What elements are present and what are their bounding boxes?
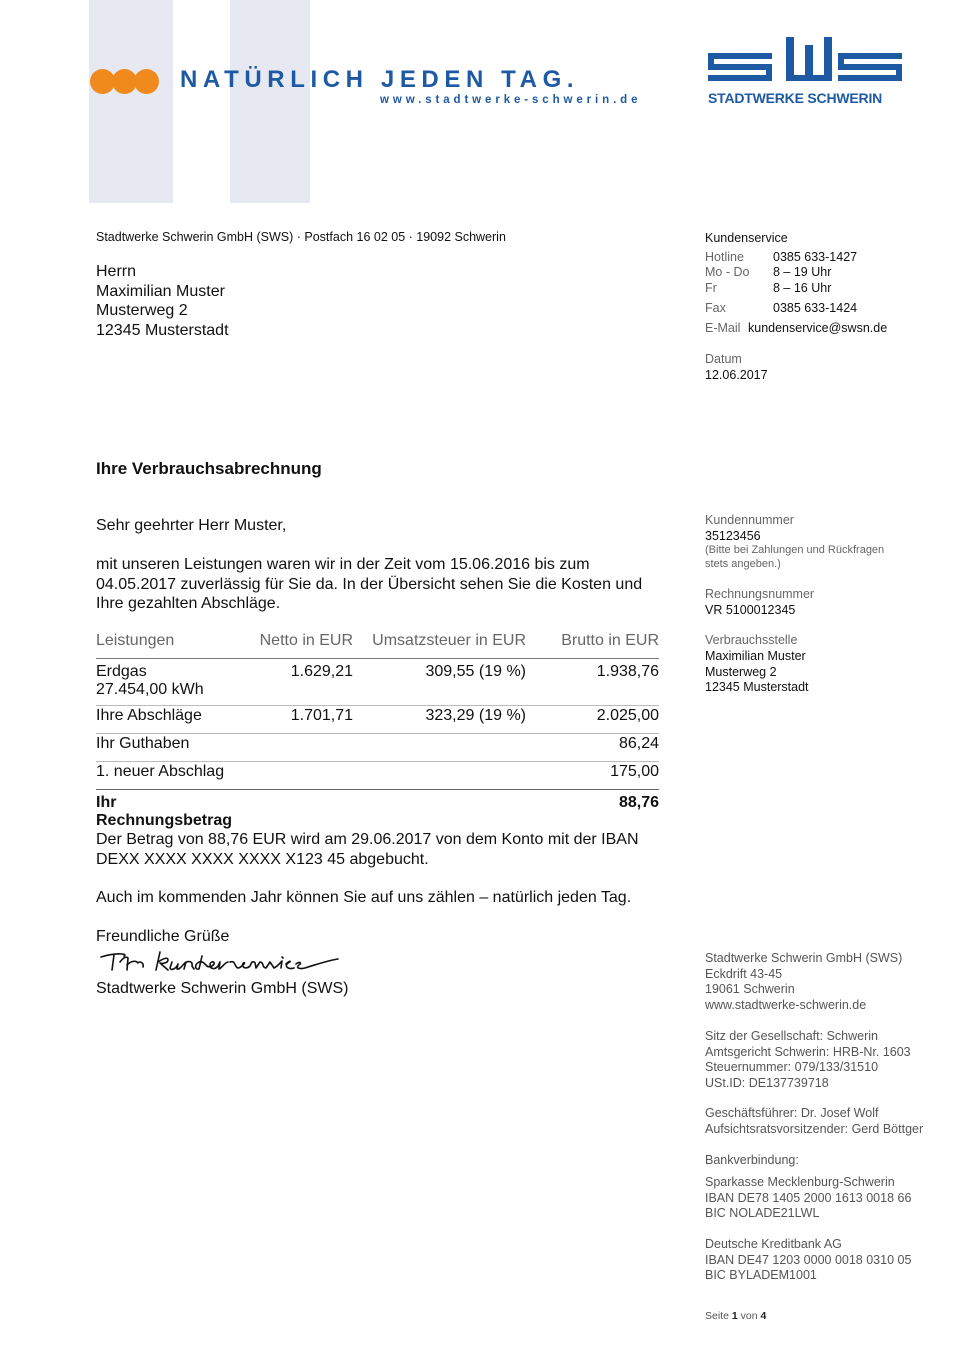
service-hotline: Hotline 0385 633-1427 [705,250,858,264]
table-row: Ihre Abschläge 1.701,71 323,29 (19 %) 2.025,00 [96,706,659,734]
service-mo-do: Mo - Do 8 – 19 Uhr [705,265,832,279]
header-band-left [89,0,173,203]
recipient-address [96,262,229,340]
customer-number-label: Kundennummer [705,513,794,527]
service-fax: Fax 0385 633-1424 [705,301,858,315]
customer-note: (Bitte bei Zahlungen und Rückfragen stets angeben.) [705,544,885,570]
date-value: 12.06.2017 [705,368,768,382]
website-url: www.stadtwerke-schwerin.de [380,94,642,106]
recipient-line: Musterweg 2 [96,302,188,319]
site-address: Maximilian Muster Musterweg 2 12345 Musterstadt [705,649,809,695]
sws-logo-icon [708,37,902,89]
company-address: Stadtwerke Schwerin GmbH (SWS) Eckdrift 43-45 19061 Schwerin www.stadtwerke-schwerin.de [705,951,903,1012]
signature-icon [98,948,340,979]
bank-dkb: Deutsche Kreditbank AG IBAN DE47 1203 0000 0018 0310 05 BIC BYLADEM1001 [705,1237,912,1283]
header-ust: Umsatzsteuer in EUR [353,632,526,659]
table-row: Ihr Guthaben 86,24 [96,734,659,762]
total-label: Ihr Rechnungsbetrag [96,794,233,829]
slogan: NATÜRLICH JEDEN TAG. [180,66,580,93]
header-band-right [230,0,310,203]
header-brutto: Brutto in EUR [526,632,659,659]
email-link[interactable]: kundenservice@swsn.de [748,321,888,335]
recipient-line: 12345 Musterstadt [96,321,229,339]
site-label: Verbrauchsstelle [705,633,798,647]
sender-line: Stadtwerke Schwerin GmbH (SWS) · Postfach 16 02 05 · 19092 Schwerin [96,230,506,244]
table-row: 1. neuer Abschlag 175,00 [96,762,659,790]
greeting: Freundliche Grüße [96,928,230,945]
payment-info: Der Betrag von 88,76 EUR wird am 29.06.2017 von dem Konto mit der IBAN DEXX XXXX XXXX XXXX X123 45 abgebucht. [96,831,639,868]
bank-label: Bankverbindung: [705,1153,799,1167]
header-netto: Netto in EUR [256,632,353,659]
service-email: E-Mail kundenservice@swsn.de [705,321,888,335]
invoice-number: VR 5100012345 [705,603,796,617]
company-legal: Sitz der Gesellschaft: Schwerin Amtsgericht Schwerin: HRB-Nr. 1603 Steuernummer: 079/133/31510 USt.ID: DE137739718 [705,1029,911,1090]
recipient-line: Herrn [96,263,137,280]
total-amount: 88,76 [618,794,659,811]
table-header [96,632,659,659]
invoice-number-label: Rechnungsnummer [705,587,815,601]
closing-sentence: Auch im kommenden Jahr können Sie auf uns zählen – natürlich jeden Tag. [96,889,632,906]
total-row [96,790,659,831]
bank-sparkasse: Sparkasse Mecklenburg-Schwerin IBAN DE78 1405 2000 1613 0018 66 BIC NOLADE21LWL [705,1175,912,1221]
table-row: Erdgas 27.454,00 kWh 1.629,21 309,55 (19 %) 1.938,76 [96,659,659,706]
header-leistungen: Leistungen [96,632,256,659]
company-management: Geschäftsführer: Dr. Josef Wolf Aufsichtsratsvorsitzender: Gerd Böttger [705,1106,924,1136]
company-website-link[interactable]: www.stadtwerke-schwerin.de [705,997,867,1012]
invoice-table [96,632,659,830]
customer-number: 35123456 [705,529,761,543]
orange-dot [134,69,159,94]
date-label: Datum [705,352,742,366]
recipient-line: Maximilian Muster [96,282,225,300]
service-title: Kundenservice [705,231,788,245]
intro-paragraph: mit unseren Leistungen waren wir in der Zeit vom 15.06.2016 bis zum 04.05.2017 zuverlässig für Sie da. In der Übersicht sehen Sie die Kosten und Ihre gezahlten Abschläge. [96,556,643,612]
service-fr: Fr 8 – 16 Uhr [705,281,832,295]
subject-heading: Ihre Verbrauchsabrechnung [96,459,322,478]
logo-wordmark: STADTWERKE SCHWERIN [708,90,883,106]
hotline-number[interactable]: 0385 633-1427 [773,250,858,264]
signoff: Stadtwerke Schwerin GmbH (SWS) [96,980,349,997]
salutation: Sehr geehrter Herr Muster, [96,517,287,534]
page-number: Seite 1 von 4 [705,1310,767,1322]
